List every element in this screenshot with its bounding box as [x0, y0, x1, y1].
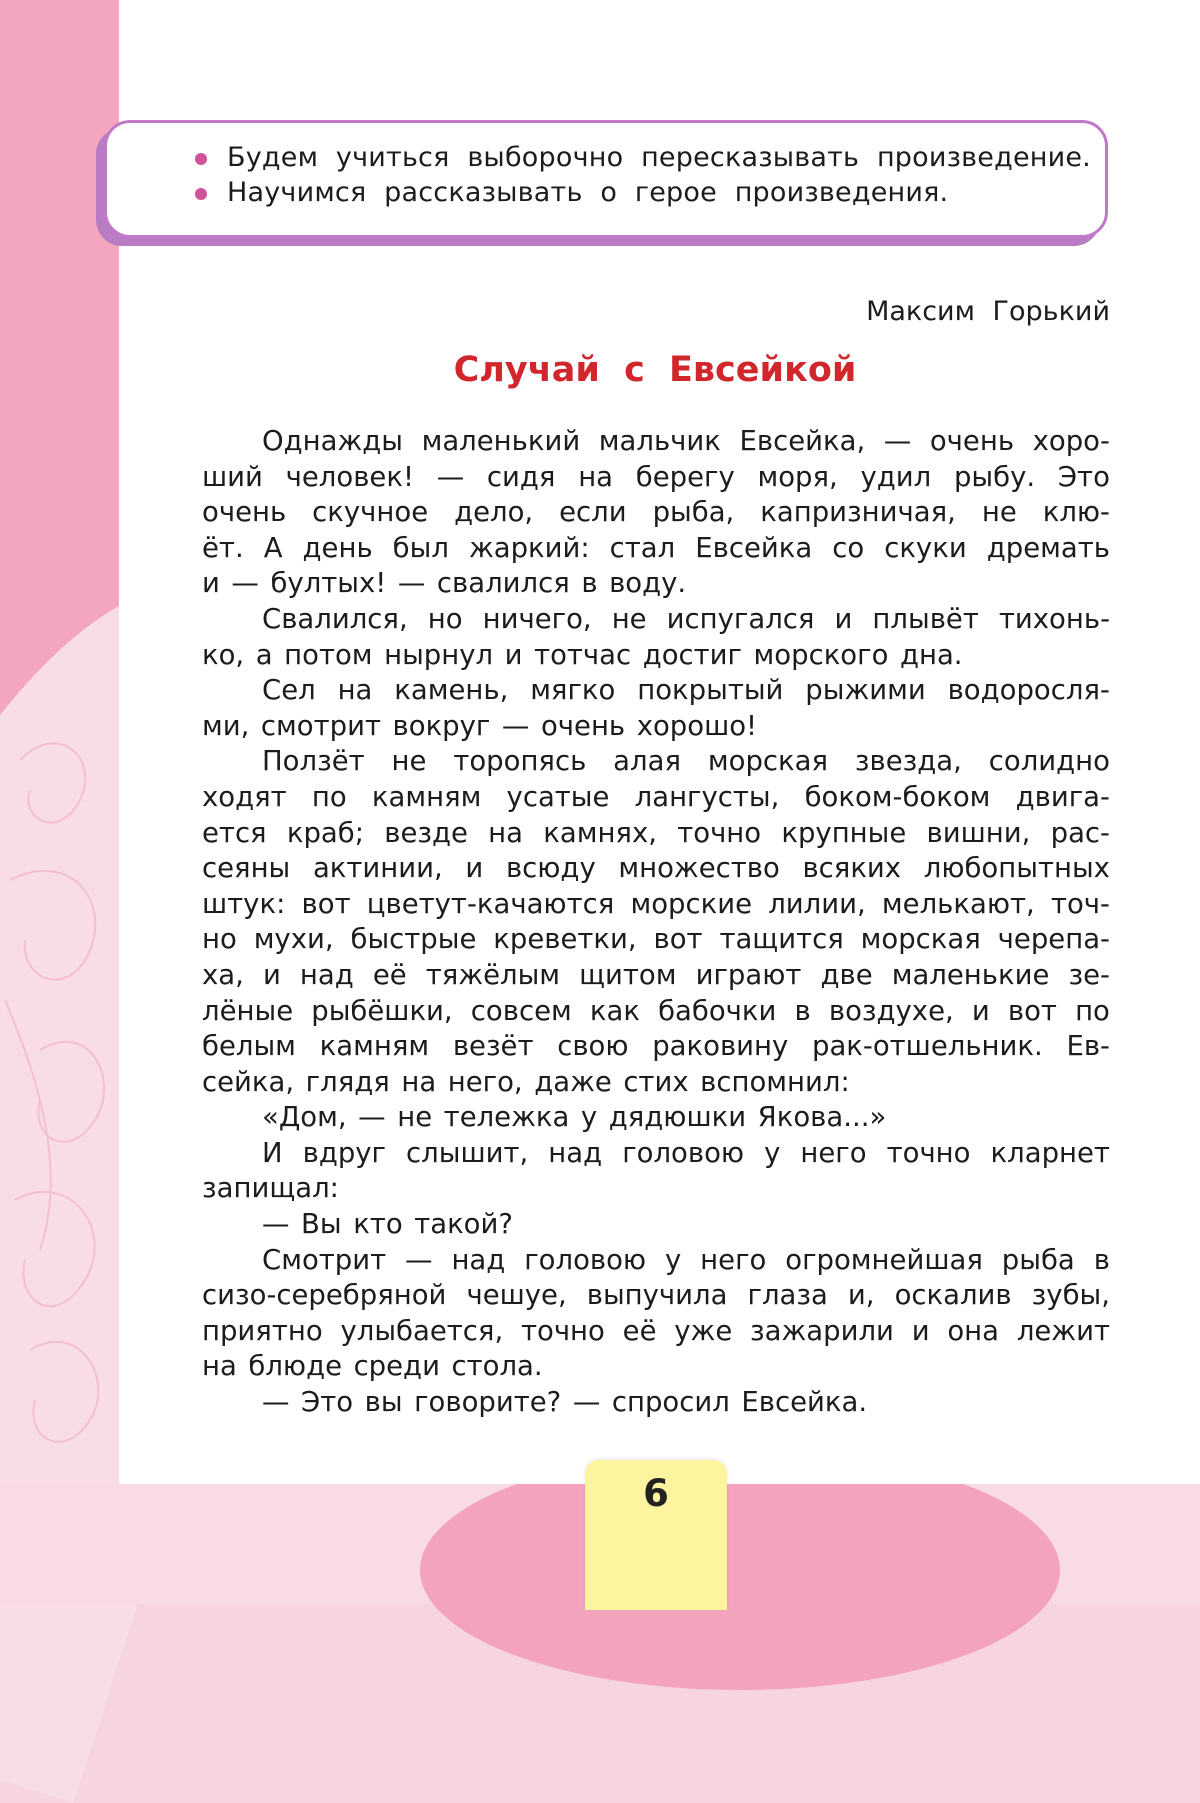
goal-text: Научимся рассказывать о герое произведения.: [227, 177, 949, 208]
page-number: 6: [643, 1472, 669, 1515]
text-line: но мухи, быстрые креветки, вот тащится морская черепа-: [202, 923, 1110, 956]
text-line: ха, и над её тяжёлым щитом играют две маленькие зе-: [202, 958, 1110, 991]
text-line: сейка, глядя на него, даже стих вспомнил:: [202, 1065, 850, 1098]
text-line: сеяны актинии, и всюду множество всяких любопытных: [202, 852, 1110, 885]
text-line: ется краб; везде на камнях, точно крупные вишни, рас-: [202, 816, 1110, 849]
text-line: И вдруг слышит, над головою у него точно кларнет: [262, 1136, 1110, 1169]
text-line: на блюде среди стола.: [202, 1350, 543, 1383]
text-line: Свалился, но ничего, не испугался и плывёт тихонь-: [262, 602, 1110, 635]
text-line: ми, смотрит вокруг — очень хорошо!: [202, 709, 758, 742]
text-line: лёные рыбёшки, совсем как бабочки в воздухе, и вот по: [202, 994, 1110, 1027]
goal-text: Будем учиться выборочно пересказывать произведение.: [227, 142, 1091, 173]
text-line: ший человек! — сидя на берегу моря, удил рыбу. Это: [202, 460, 1110, 493]
text-line: Смотрит — над головою у него огромнейшая рыба в: [262, 1243, 1110, 1276]
text-line: ёт. А день был жаркий: стал Евсейка со скуки дремать: [202, 531, 1110, 564]
goal-item: [227, 142, 1091, 173]
text-line: — Это вы говорите? — спросил Евсейка.: [262, 1386, 868, 1419]
text-line: сизо-серебряной чешуе, выпучила глаза и, оскалив зубы,: [202, 1279, 1110, 1312]
text-line: Ползёт не торопясь алая морская звезда, солидно: [262, 745, 1110, 778]
text-line: — Вы кто такой?: [262, 1208, 513, 1241]
text-line: белым камням везёт свою раковину рак-отшельник. Ев-: [202, 1030, 1110, 1063]
text-line: и — бултых! — свалился в воду.: [202, 567, 687, 600]
text-line: штук: вот цветут-качаются морские лилии, мелькают, точ-: [202, 887, 1110, 920]
author-name: Максим Горький: [866, 296, 1110, 327]
text-line: «Дом, — не тележка у дядюшки Якова...»: [262, 1101, 887, 1134]
lesson-goals-box: [104, 120, 1108, 238]
text-line: запищал:: [202, 1172, 339, 1205]
bullet-icon: [195, 188, 207, 200]
bullet-icon: [195, 153, 207, 165]
text-line: Однажды маленький мальчик Евсейка, — очень хоро-: [262, 425, 1110, 457]
text-line: ходят по камням усатые лангусты, боком-боком двига-: [202, 780, 1110, 813]
text-line: приятно улыбается, точно её уже зажарили и она лежит: [202, 1314, 1110, 1347]
text-line: Сел на камень, мягко покрытый рыжими водоросля-: [262, 674, 1110, 707]
text-line: ко, а потом нырнул и тотчас достиг морского дна.: [202, 638, 963, 671]
goal-item: [227, 177, 948, 208]
story-title: Случай с Евсейкой: [453, 350, 857, 390]
background-bottom-blob: [420, 1450, 1060, 1690]
story-text: [202, 424, 1110, 1421]
text-line: очень скучное дело, если рыба, капризничая, не клю-: [202, 496, 1110, 529]
page-number-tab: [585, 1460, 727, 1610]
